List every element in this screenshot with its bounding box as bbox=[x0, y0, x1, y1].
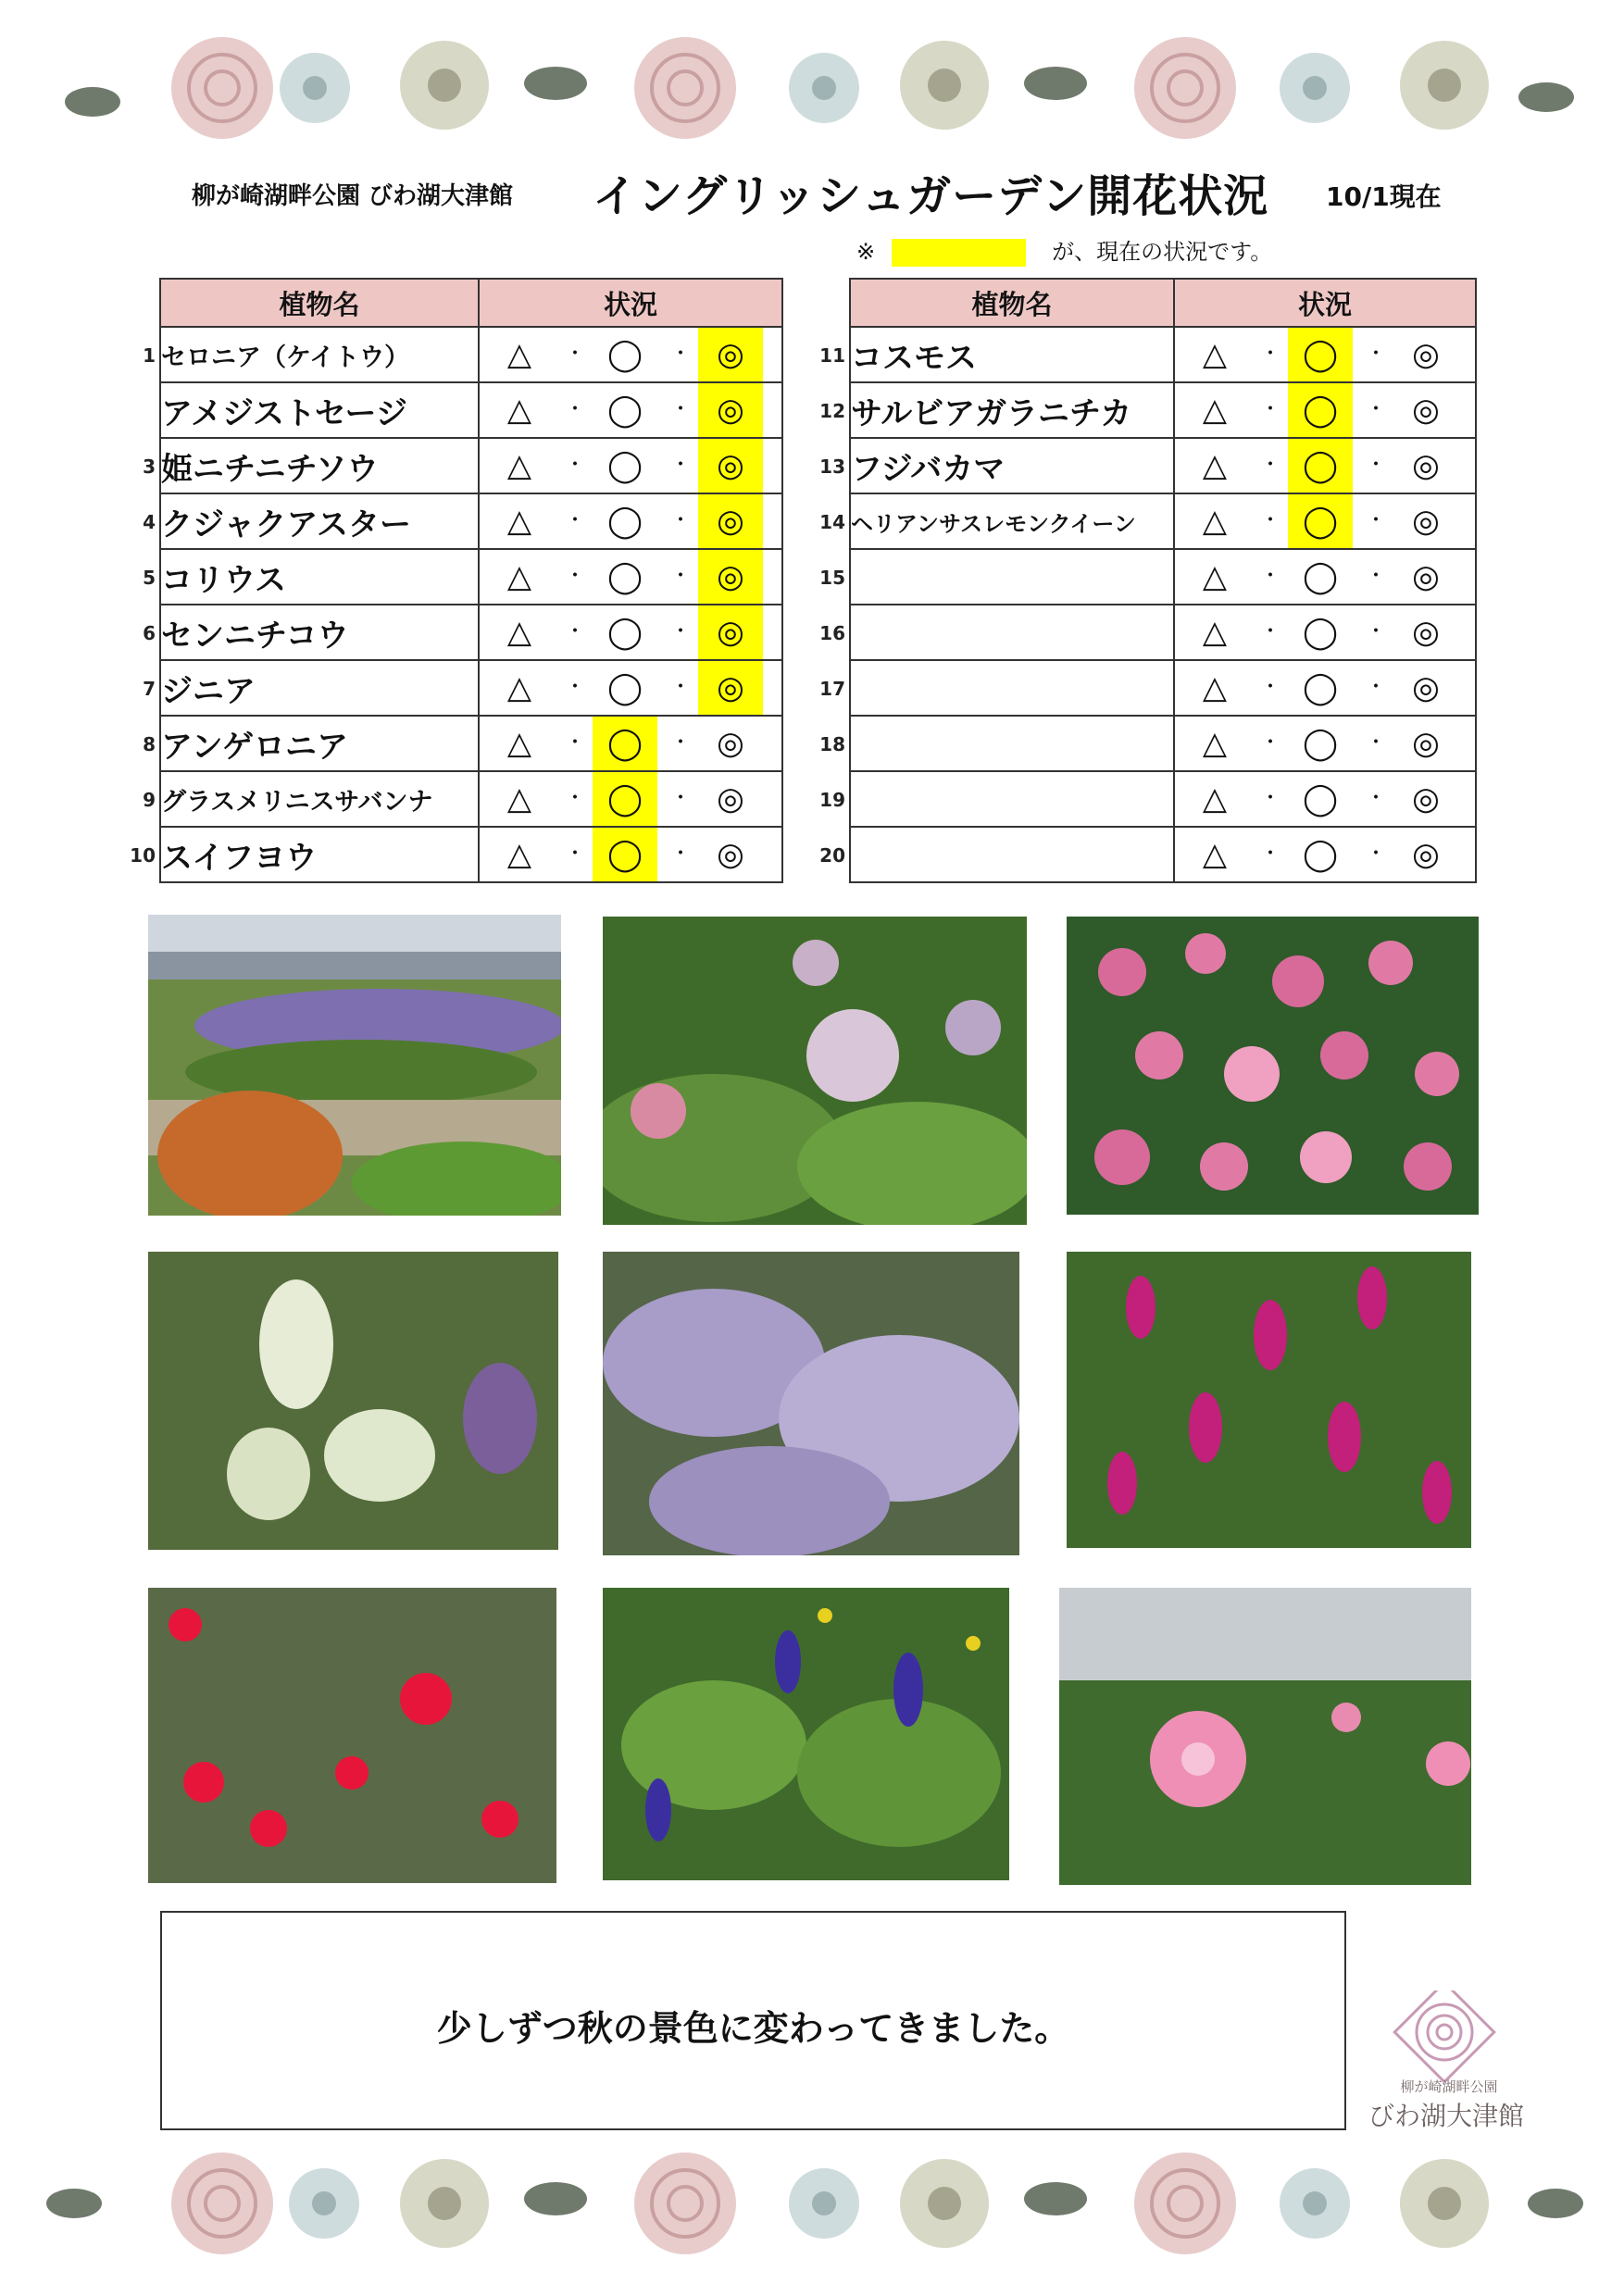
status-cell bbox=[1174, 549, 1476, 605]
status-mark-bud: △ bbox=[1202, 392, 1228, 429]
table-row bbox=[160, 382, 782, 438]
daisy-icon bbox=[1280, 53, 1350, 123]
floral-border-bottom bbox=[37, 2139, 1593, 2268]
status-cell bbox=[1174, 660, 1476, 716]
table-row bbox=[160, 549, 782, 605]
table-row bbox=[160, 493, 782, 549]
status-cell bbox=[479, 438, 782, 493]
table-row bbox=[160, 605, 782, 660]
separator-dot: ・ bbox=[1366, 509, 1387, 532]
separator-dot: ・ bbox=[1366, 842, 1387, 866]
separator-dot: ・ bbox=[1366, 398, 1387, 421]
separator-dot: ・ bbox=[1366, 787, 1387, 810]
separator-dot: ・ bbox=[670, 565, 692, 588]
status-mark-bloom: ◯ bbox=[593, 828, 657, 881]
status-cell bbox=[479, 382, 782, 438]
photo-suifuyo bbox=[1059, 1588, 1471, 1885]
table-row bbox=[850, 438, 1476, 493]
status-mark-full: ◎ bbox=[1412, 780, 1440, 817]
separator-dot: ・ bbox=[1366, 454, 1387, 477]
rose-icon bbox=[171, 37, 273, 139]
sunflower-icon bbox=[1400, 41, 1489, 130]
plant-name-cell bbox=[143, 771, 479, 827]
status-cell bbox=[479, 771, 782, 827]
separator-dot: ・ bbox=[565, 509, 586, 532]
table-row bbox=[160, 716, 782, 771]
table-row bbox=[160, 827, 782, 882]
row-number: 13 bbox=[819, 455, 845, 478]
plant-name: コリウス bbox=[161, 561, 286, 599]
table-row bbox=[850, 660, 1476, 716]
row-number: 1 bbox=[143, 344, 156, 367]
sunflower-icon bbox=[400, 41, 489, 130]
separator-dot: ・ bbox=[1260, 787, 1281, 810]
separator-dot: ・ bbox=[1260, 842, 1281, 866]
separator-dot: ・ bbox=[565, 565, 586, 588]
plant-name-cell bbox=[819, 716, 1174, 771]
status-mark-bloom: ◯ bbox=[1288, 494, 1353, 548]
daisy-icon bbox=[289, 2168, 359, 2239]
rose-icon bbox=[1134, 2152, 1236, 2254]
photo-garden-overview bbox=[148, 915, 561, 1216]
sunflower-icon bbox=[400, 2159, 489, 2248]
separator-dot: ・ bbox=[1366, 343, 1387, 366]
plant-name-cell bbox=[819, 438, 1174, 493]
rose-icon bbox=[1134, 37, 1236, 139]
plant-name: コスモス bbox=[851, 339, 977, 377]
plant-name: アンゲロニア bbox=[161, 728, 348, 766]
status-mark-bloom: ◯ bbox=[593, 772, 657, 826]
status-cell bbox=[1174, 605, 1476, 660]
table-row bbox=[850, 827, 1476, 882]
status-mark-bud: △ bbox=[506, 725, 532, 762]
status-mark-bloom: ◯ bbox=[606, 503, 643, 540]
plant-name: フジバカマ bbox=[851, 450, 1006, 488]
plant-name: クジャクアスター bbox=[161, 505, 411, 543]
separator-dot: ・ bbox=[670, 787, 692, 810]
plant-name: センニチコウ bbox=[161, 617, 349, 655]
status-mark-bloom: ◯ bbox=[1288, 439, 1353, 493]
separator-dot: ・ bbox=[670, 509, 692, 532]
status-mark-bloom: ◯ bbox=[1302, 669, 1339, 706]
daisy-icon bbox=[789, 2168, 859, 2239]
venue-name: 柳が崎湖畔公園 びわ湖大津館 bbox=[192, 182, 514, 210]
photo-aster bbox=[603, 1252, 1019, 1555]
separator-dot: ・ bbox=[565, 842, 586, 866]
plant-name-cell bbox=[819, 660, 1174, 716]
photo-zinnia bbox=[1067, 917, 1479, 1215]
status-mark-full: ◎ bbox=[717, 836, 744, 873]
row-number: 20 bbox=[819, 844, 845, 867]
separator-dot: ・ bbox=[1260, 731, 1281, 755]
plant-name: セロニア（ケイトウ） bbox=[161, 343, 410, 372]
note-text: が、現在の状況です。 bbox=[1052, 239, 1273, 265]
status-mark-full: ◎ bbox=[698, 550, 763, 604]
plant-name-cell bbox=[819, 771, 1174, 827]
highlight-swatch bbox=[892, 239, 1026, 267]
separator-dot: ・ bbox=[670, 676, 692, 699]
daisy-icon bbox=[789, 53, 859, 123]
plant-name: グラスメリニスサバンナ bbox=[161, 787, 433, 817]
table-row bbox=[850, 493, 1476, 549]
row-number: 6 bbox=[143, 622, 156, 644]
separator-dot: ・ bbox=[565, 731, 586, 755]
status-cell bbox=[479, 827, 782, 882]
row-number: 7 bbox=[143, 678, 156, 700]
status-cell bbox=[1174, 382, 1476, 438]
status-cell bbox=[1174, 771, 1476, 827]
plant-name: ヘリアンサスレモンクイーン bbox=[851, 510, 1136, 537]
logo-park-name: 柳が崎湖畔公園 bbox=[1400, 2078, 1498, 2095]
status-mark-bloom: ◯ bbox=[1302, 614, 1339, 651]
separator-dot: ・ bbox=[670, 620, 692, 643]
daisy-icon bbox=[280, 53, 350, 123]
plant-name-cell bbox=[819, 827, 1174, 882]
status-mark-full: ◎ bbox=[698, 328, 763, 381]
plant-name-cell bbox=[130, 827, 479, 882]
status-mark-bloom: ◯ bbox=[606, 336, 643, 373]
separator-dot: ・ bbox=[1260, 676, 1281, 699]
status-mark-bloom: ◯ bbox=[1302, 780, 1339, 817]
status-mark-bloom: ◯ bbox=[1288, 328, 1353, 381]
photo-salvia-red bbox=[148, 1588, 556, 1883]
table-row bbox=[160, 660, 782, 716]
status-mark-bloom: ◯ bbox=[606, 558, 643, 595]
status-table-right bbox=[819, 278, 1477, 883]
table-row bbox=[850, 549, 1476, 605]
row-number: 16 bbox=[819, 622, 845, 644]
status-mark-bud: △ bbox=[506, 392, 532, 429]
table-row bbox=[850, 716, 1476, 771]
status-cell bbox=[479, 716, 782, 771]
status-mark-full: ◎ bbox=[1412, 725, 1440, 762]
status-mark-bud: △ bbox=[506, 447, 532, 484]
status-cell bbox=[1174, 438, 1476, 493]
row-number: 15 bbox=[819, 567, 845, 589]
status-mark-bud: △ bbox=[1202, 336, 1228, 373]
daisy-icon bbox=[1280, 2168, 1350, 2239]
separator-dot: ・ bbox=[670, 343, 692, 366]
rose-icon bbox=[171, 2152, 273, 2254]
note-prefix: ※ bbox=[856, 239, 876, 265]
row-number: 10 bbox=[130, 844, 156, 867]
status-mark-full: ◎ bbox=[717, 725, 744, 762]
status-cell bbox=[1174, 493, 1476, 549]
plant-name: ジニア bbox=[161, 672, 256, 710]
status-mark-bud: △ bbox=[1202, 669, 1228, 706]
table-row bbox=[850, 327, 1476, 382]
plant-name-cell bbox=[160, 382, 479, 438]
table-row bbox=[850, 605, 1476, 660]
separator-dot: ・ bbox=[1260, 509, 1281, 532]
row-number: 18 bbox=[819, 733, 845, 755]
status-mark-bud: △ bbox=[506, 614, 532, 651]
status-mark-bloom: ◯ bbox=[1302, 836, 1339, 873]
plant-name-cell bbox=[143, 605, 479, 660]
status-mark-bud: △ bbox=[506, 836, 532, 873]
separator-dot: ・ bbox=[670, 398, 692, 421]
separator-dot: ・ bbox=[1260, 454, 1281, 477]
status-mark-bloom: ◯ bbox=[593, 717, 657, 770]
status-mark-bud: △ bbox=[1202, 503, 1228, 540]
table-row bbox=[850, 771, 1476, 827]
status-mark-bloom: ◯ bbox=[606, 669, 643, 706]
status-mark-full: ◎ bbox=[1412, 503, 1440, 540]
separator-dot: ・ bbox=[565, 787, 586, 810]
status-mark-full: ◎ bbox=[1412, 558, 1440, 595]
photo-celosia-white bbox=[148, 1252, 558, 1550]
plant-name-cell bbox=[143, 438, 479, 493]
status-mark-full: ◎ bbox=[1412, 614, 1440, 651]
table-row bbox=[850, 382, 1476, 438]
status-mark-bloom: ◯ bbox=[1288, 383, 1353, 437]
status-mark-full: ◎ bbox=[698, 605, 763, 659]
row-number: 14 bbox=[819, 511, 845, 533]
separator-dot: ・ bbox=[1260, 398, 1281, 421]
status-mark-full: ◎ bbox=[698, 439, 763, 493]
plant-name-cell bbox=[819, 327, 1174, 382]
plant-name-cell bbox=[143, 327, 479, 382]
status-mark-bud: △ bbox=[1202, 725, 1228, 762]
status-mark-bloom: ◯ bbox=[606, 447, 643, 484]
status-cell bbox=[479, 549, 782, 605]
status-cell bbox=[1174, 327, 1476, 382]
status-mark-bud: △ bbox=[1202, 614, 1228, 651]
separator-dot: ・ bbox=[565, 398, 586, 421]
separator-dot: ・ bbox=[1366, 565, 1387, 588]
status-mark-full: ◎ bbox=[698, 661, 763, 715]
separator-dot: ・ bbox=[1366, 620, 1387, 643]
separator-dot: ・ bbox=[1366, 731, 1387, 755]
status-mark-bud: △ bbox=[506, 780, 532, 817]
status-mark-bud: △ bbox=[506, 669, 532, 706]
row-number: 12 bbox=[819, 400, 845, 422]
message-text: 少しずつ秋の景色に変わってきました。 bbox=[436, 2008, 1070, 2049]
separator-dot: ・ bbox=[670, 731, 692, 755]
row-number: 4 bbox=[143, 511, 156, 533]
row-number: 5 bbox=[143, 567, 156, 589]
photo-salvia-guaranitica bbox=[603, 1588, 1009, 1880]
floral-border-top bbox=[37, 28, 1593, 157]
col-header-plant: 植物名 bbox=[850, 279, 1174, 327]
logo-venue-name: びわ湖大津館 bbox=[1368, 2101, 1524, 2131]
table-row bbox=[160, 771, 782, 827]
plant-name-cell bbox=[819, 549, 1174, 605]
legend-note bbox=[856, 236, 1272, 268]
plant-name-cell bbox=[819, 605, 1174, 660]
col-header-status: 状況 bbox=[479, 279, 782, 327]
separator-dot: ・ bbox=[565, 676, 586, 699]
rose-icon bbox=[634, 37, 736, 139]
table-row bbox=[160, 327, 782, 382]
status-cell bbox=[479, 605, 782, 660]
row-number: 19 bbox=[819, 789, 845, 811]
status-mark-bud: △ bbox=[506, 336, 532, 373]
status-mark-bloom: ◯ bbox=[1302, 725, 1339, 762]
status-mark-bud: △ bbox=[506, 503, 532, 540]
status-mark-full: ◎ bbox=[1412, 336, 1440, 373]
photo-fujibakama bbox=[603, 917, 1027, 1225]
plant-name-cell bbox=[143, 549, 479, 605]
row-number: 3 bbox=[143, 455, 156, 478]
status-mark-full: ◎ bbox=[1412, 836, 1440, 873]
status-mark-bloom: ◯ bbox=[606, 614, 643, 651]
separator-dot: ・ bbox=[1260, 620, 1281, 643]
plant-name-cell bbox=[143, 660, 479, 716]
plant-name: アメジストセージ bbox=[161, 394, 407, 432]
separator-dot: ・ bbox=[1260, 565, 1281, 588]
status-mark-full: ◎ bbox=[1412, 669, 1440, 706]
status-mark-bud: △ bbox=[1202, 447, 1228, 484]
status-mark-bud: △ bbox=[1202, 780, 1228, 817]
separator-dot: ・ bbox=[1260, 343, 1281, 366]
table-row bbox=[160, 438, 782, 493]
plant-name: スイフヨウ bbox=[161, 839, 318, 877]
status-cell bbox=[479, 660, 782, 716]
separator-dot: ・ bbox=[565, 454, 586, 477]
plant-name: 姫ニチニチソウ bbox=[161, 450, 379, 488]
status-mark-full: ◎ bbox=[698, 494, 763, 548]
separator-dot: ・ bbox=[1366, 676, 1387, 699]
status-mark-full: ◎ bbox=[698, 383, 763, 437]
status-mark-full: ◎ bbox=[1412, 447, 1440, 484]
plant-name: サルビアガラニチカ bbox=[851, 394, 1132, 432]
col-header-status: 状況 bbox=[1174, 279, 1476, 327]
message-box bbox=[160, 1911, 1346, 2130]
status-cell bbox=[1174, 827, 1476, 882]
status-mark-bloom: ◯ bbox=[1302, 558, 1339, 595]
separator-dot: ・ bbox=[565, 620, 586, 643]
page-title: イングリッシュガーデン開花状況 bbox=[593, 170, 1269, 222]
sunflower-icon bbox=[900, 41, 989, 130]
separator-dot: ・ bbox=[670, 454, 692, 477]
sunflower-icon bbox=[900, 2159, 989, 2248]
sunflower-icon bbox=[1400, 2159, 1489, 2248]
plant-name-cell bbox=[819, 382, 1174, 438]
as-of-date: 10/1現在 bbox=[1326, 181, 1442, 212]
plant-name-cell bbox=[143, 493, 479, 549]
col-header-plant: 植物名 bbox=[160, 279, 479, 327]
status-mark-bud: △ bbox=[1202, 836, 1228, 873]
row-number: 11 bbox=[819, 344, 845, 367]
status-cell bbox=[479, 327, 782, 382]
photo-celosia-pink bbox=[1067, 1252, 1471, 1548]
status-cell bbox=[1174, 716, 1476, 771]
status-mark-full: ◎ bbox=[717, 780, 744, 817]
status-mark-full: ◎ bbox=[1412, 392, 1440, 429]
status-mark-bud: △ bbox=[1202, 558, 1228, 595]
page-header bbox=[0, 153, 1624, 222]
plant-name-cell bbox=[819, 493, 1174, 549]
plant-name-cell bbox=[143, 716, 479, 771]
row-number: 17 bbox=[819, 678, 845, 700]
separator-dot: ・ bbox=[670, 842, 692, 866]
status-table-left bbox=[130, 278, 783, 883]
status-mark-bloom: ◯ bbox=[606, 392, 643, 429]
row-number: 9 bbox=[143, 789, 156, 811]
separator-dot: ・ bbox=[565, 343, 586, 366]
status-mark-bud: △ bbox=[506, 558, 532, 595]
rose-icon bbox=[634, 2152, 736, 2254]
row-number: 8 bbox=[143, 733, 156, 755]
status-cell bbox=[479, 493, 782, 549]
